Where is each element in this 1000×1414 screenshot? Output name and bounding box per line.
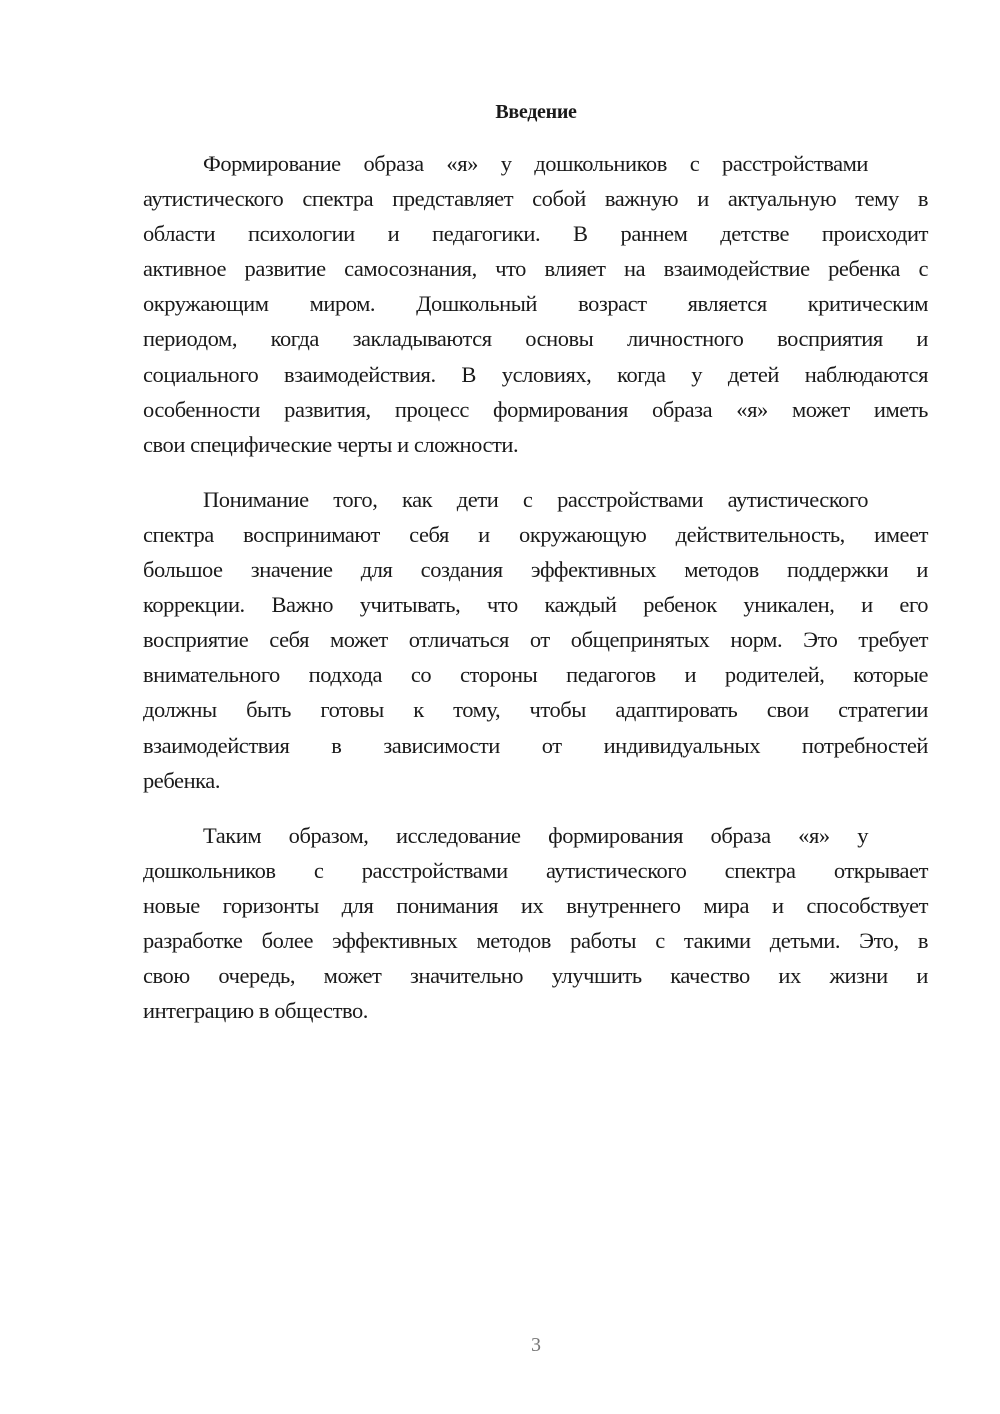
text-line: Формирование образа «я» у дошкольников с расстройствами [203,151,868,176]
text-line: ребенка. [143,767,221,793]
section-title: Введение [495,101,577,123]
paragraph-1 [143,146,928,462]
page-number: 3 [531,1334,541,1356]
text-line: социального взаимодействия. В условиях, когда у детей наблюдаются [143,361,928,387]
text-line: свою очередь, может значительно улучшить качество их жизни и [143,963,928,989]
text-line: особенности развития, процесс формирования образа «я» может иметь [143,396,928,422]
text-line: области психологии и педагогики. В раннем детстве происходит [143,221,928,247]
text-line: должны быть готовы к тому, чтобы адаптировать свои стратегии [143,697,928,723]
text-line: спектра воспринимают себя и окружающую действительность, имеет [143,521,928,547]
text-line: активное развитие самосознания, что влияет на взаимодействие ребенка с [143,256,928,282]
text-line: дошкольников с расстройствами аутистического спектра открывает [143,857,928,883]
text-line: периодом, когда закладываются основы личностного восприятия и [143,326,928,352]
text-line: Понимание того, как дети с расстройствами аутистического [203,486,868,512]
text-line: большое значение для создания эффективных методов поддержки и [143,557,928,583]
text-line: свои специфические черты и сложности. [143,431,519,457]
paragraph-3 [143,818,928,1029]
text-line: разработке более эффективных методов работы с такими детьми. Это, в [143,927,928,953]
text-line: внимательного подхода со стороны педагогов и родителей, которые [143,662,928,688]
text-line: взаимодействия в зависимости от индивидуальных потребностей [143,732,928,758]
document-body [143,146,928,1048]
text-line: новые горизонты для понимания их внутреннего мира и способствует [143,892,928,918]
text-line: аутистического спектра представляет собой важную и актуальную тему в [143,186,928,212]
text-line: окружающим миром. Дошкольный возраст является критическим [143,291,928,317]
paragraph-2 [143,482,928,798]
text-line: Таким образом, исследование формирования образа «я» у [203,822,868,848]
text-line: коррекции. Важно учитывать, что каждый ребенок уникален, и его [143,592,928,618]
text-line: восприятие себя может отличаться от общепринятых норм. Это требует [143,627,928,653]
text-line: интеграцию в общество. [143,998,368,1024]
